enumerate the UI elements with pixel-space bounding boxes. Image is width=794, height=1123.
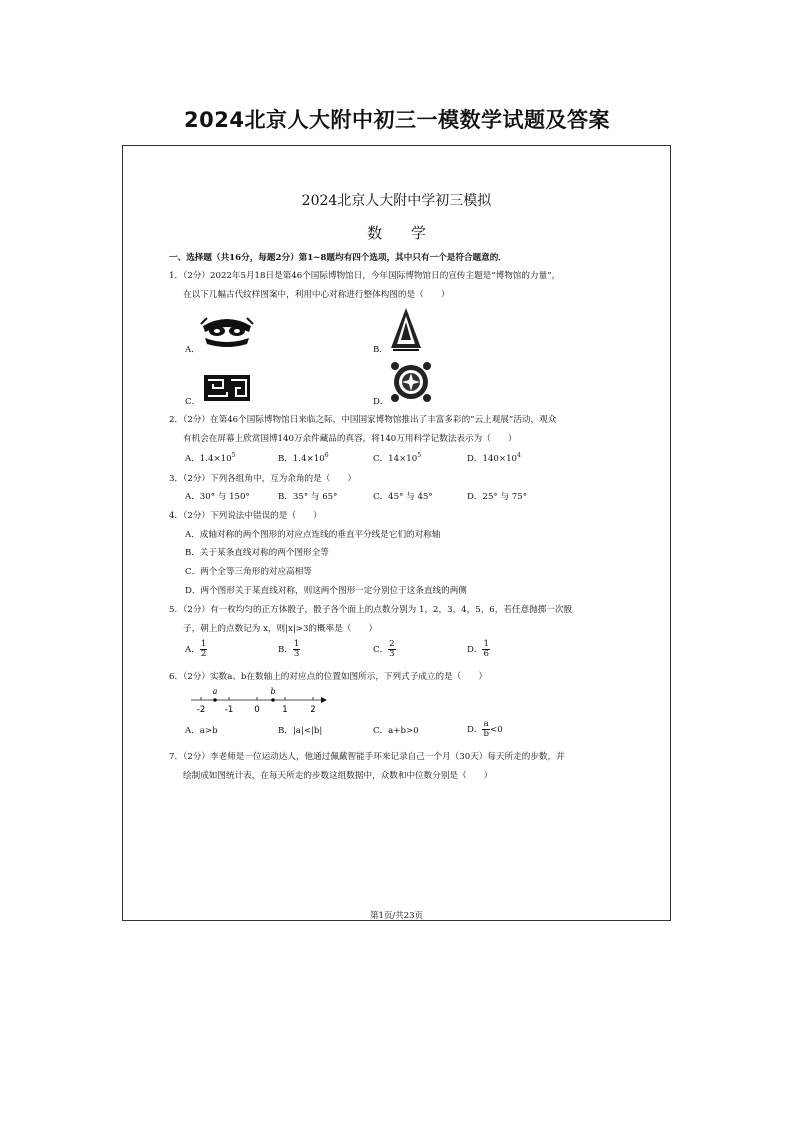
option-b: B．|a|<|b|	[278, 726, 323, 736]
option-b: B．关于某条直线对称的两个图形全等	[185, 548, 329, 558]
question-7-text: 绘制成如图统计表，在每天所走的步数这组数据中，众数和中位数分别是（ ）	[183, 771, 493, 781]
tick-label: 1	[282, 705, 288, 715]
option-a: A． $\frac{1}{2}$	[185, 639, 207, 659]
question-4-text: 4．（2分）下列说法中错误的是（ ）	[169, 511, 322, 521]
option-a: A．$1.4\times 10^5$	[185, 452, 236, 464]
question-2-text: 有机会在屏幕上欣赏国博140万余件藏品的真容，将140万用科学记数法表示为（ ）	[183, 434, 517, 444]
option-a: A．成轴对称的两个图形的对应点连线的垂直平分线是它们的对称轴	[185, 530, 441, 540]
question-7-text: 7．（2分）李老师是一位运动达人，他通过佩戴智能手环来记录自己一个月（30天）每天所走的步数，并	[169, 752, 565, 762]
question-5-text: 5．（2分）有一枚均匀的正方体骰子，骰子各个面上的点数分别为 1，2，3，4，5，6，若任意抛掷一次骰	[169, 605, 573, 615]
option-label: A．	[185, 345, 200, 355]
option-c: C．$14\times 10^5$	[373, 452, 422, 464]
meander-pattern-icon	[203, 374, 251, 402]
circular-pattern-icon	[389, 360, 433, 404]
paper-title: 2024北京人大附中学初三模拟	[301, 193, 492, 209]
option-d: D．25° 与 75°	[467, 492, 528, 502]
option-label: C．	[185, 397, 201, 407]
subject-char: 数	[367, 224, 383, 242]
option-a: A．a>b	[185, 726, 218, 736]
option-b: B．$1.4\times 10^6$	[278, 452, 329, 464]
option-c: C．45° 与 45°	[373, 492, 433, 502]
option-c: C． $\frac{2}{3}$	[373, 639, 395, 659]
point-a-label: a	[212, 687, 218, 696]
question-1-text: 在以下几幅古代纹样图案中，利用中心对称进行整体构图的是（ ）	[183, 290, 450, 300]
subject-title	[123, 222, 670, 243]
exam-page	[122, 145, 671, 921]
question-6-text: 6．（2分）实数a、b在数轴上的对应点的位置如图所示，下列式子成立的是（ ）	[169, 672, 488, 682]
question-5-text: 子，朝上的点数记为 x，则|x|>3的概率是（ ）	[183, 624, 378, 634]
question-1-text: 1．（2分）2022年5月18日是第46个国际博物馆日，今年国际博物馆日的宣传主题是“博物馆的力量”，	[169, 271, 561, 281]
option-d: D． $\frac{a}{b}$ <0	[467, 719, 503, 739]
option-b: B． $\frac{1}{3}$	[278, 639, 300, 659]
triangle-pattern-icon	[389, 306, 423, 352]
page-footer: 第1页/共23页	[369, 911, 424, 921]
number-line	[189, 684, 329, 716]
option-d: D．$140\times 10^4$	[467, 452, 521, 464]
subject-char: 学	[410, 224, 426, 242]
tick-label: 2	[310, 705, 316, 715]
option-d: D．两个图形关于某直线对称，则这两个图形一定分别位于这条直线的两侧	[185, 586, 467, 596]
option-c: C．两个全等三角形的对应高相等	[185, 567, 312, 577]
question-3-text: 3．（2分）下列各组角中，互为余角的是（ ）	[169, 474, 357, 484]
tick-label: -1	[224, 705, 234, 715]
point-b-label: b	[270, 687, 276, 696]
option-d: D． $\frac{1}{6}$	[467, 639, 489, 659]
section-heading: 一、选择题（共16分，每题2分）第1~8题均有四个选项，其中只有一个是符合题意的．	[169, 253, 507, 263]
option-a: A．30° 与 150°	[185, 492, 250, 502]
mask-pattern-icon	[199, 314, 255, 350]
document-title: 2024北京人大附中初三一模数学试题及答案	[184, 108, 610, 132]
option-c: C．a+b>0	[373, 726, 419, 736]
tick-label: -2	[196, 705, 206, 715]
question-2-text: 2．（2分）在第46个国际博物馆日来临之际，中国国家博物馆推出了丰富多彩的“云上观展”活动，观众	[169, 415, 557, 425]
option-label: D．	[373, 397, 389, 407]
option-label: B．	[373, 345, 388, 355]
option-b: B．35° 与 65°	[278, 492, 338, 502]
tick-label: 0	[254, 705, 260, 715]
